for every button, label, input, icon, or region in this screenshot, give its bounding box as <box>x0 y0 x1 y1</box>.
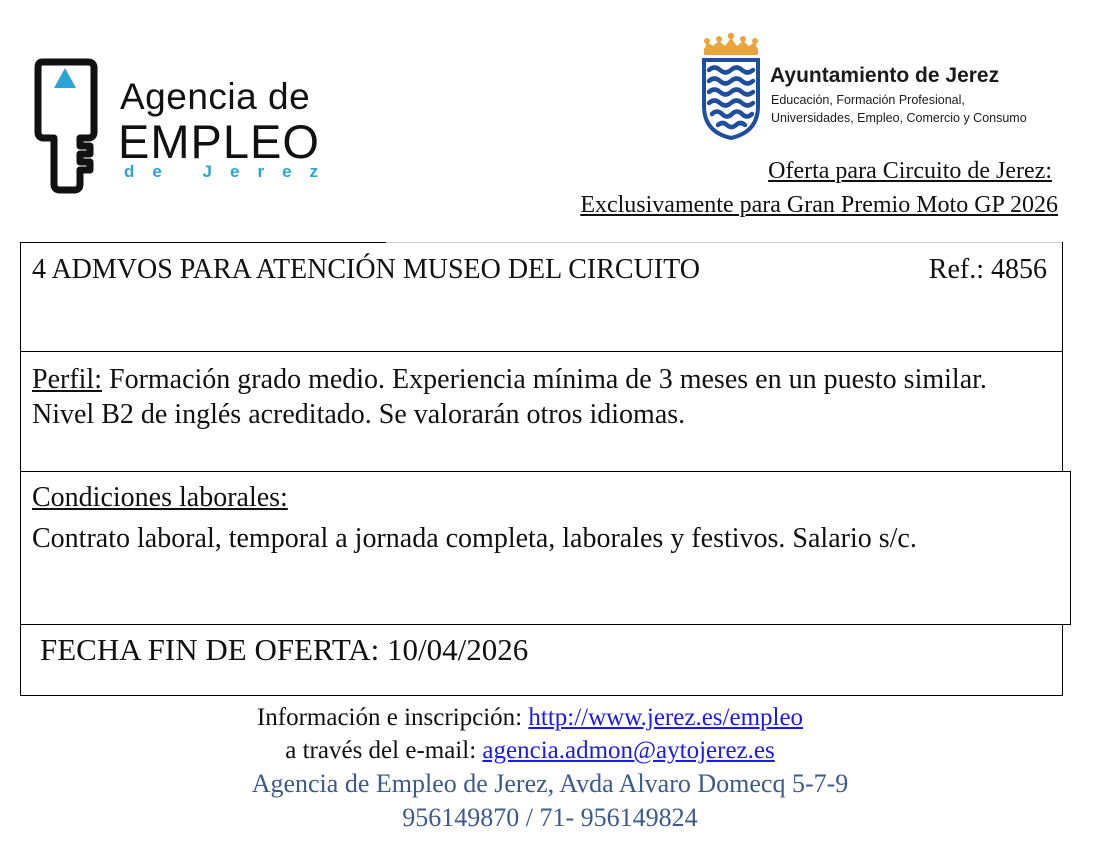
email-label: a través del e-mail: <box>285 737 483 764</box>
footer-phones: 956149870 / 71- 956149824 <box>402 803 698 832</box>
offer-heading-line-2: Exclusivamente para Gran Premio Moto GP 2026 <box>580 192 1058 218</box>
condiciones-text: Contrato laboral, temporal a jornada completa, laborales y festivos. Salario s/c. <box>32 523 917 554</box>
footer-email-line <box>0 737 1077 765</box>
condiciones-label: Condiciones laborales: <box>32 482 288 513</box>
ayuntamiento-title: Ayuntamiento de Jerez <box>770 64 1000 87</box>
ayuntamiento-subtitle-1: Educación, Formación Profesional, <box>771 93 965 107</box>
fecha-fin-oferta: FECHA FIN DE OFERTA: 10/04/2026 <box>40 632 529 667</box>
info-label: Información e inscripción: <box>256 704 529 731</box>
logo-line-empleo: EMPLEO <box>118 115 320 168</box>
job-title: 4 ADMVOS PARA ATENCIÓN MUSEO DEL CIRCUITO <box>32 254 700 285</box>
ayuntamiento-logo <box>700 32 1060 142</box>
key-icon <box>34 58 98 194</box>
perfil-label: Perfil: <box>32 364 102 395</box>
logo-line-de-jerez: de Jerez <box>124 162 337 181</box>
agencia-empleo-logo <box>34 58 374 198</box>
perfil-section <box>32 362 1042 432</box>
job-reference: Ref.: 4856 <box>928 254 1047 285</box>
ayuntamiento-subtitle-2: Universidades, Empleo, Comercio y Consumo <box>771 111 1027 125</box>
logo-line-agencia: Agencia de <box>120 76 311 117</box>
perfil-text: Formación grado medio. Experiencia mínima de 3 meses en un puesto similar. Nivel B2 de inglés acreditado. Se valorarán otros idiomas. <box>32 364 987 430</box>
footer-info-line <box>0 704 1077 732</box>
crown-shield-icon <box>700 32 762 140</box>
footer-address: Agencia de Empleo de Jerez, Avda Alvaro Domecq 5-7-9 <box>251 769 849 798</box>
offer-heading-line-1: Oferta para Circuito de Jerez: <box>768 158 1052 184</box>
email-link[interactable]: agencia.admon@aytojerez.es <box>482 737 775 764</box>
empleo-website-link[interactable]: http://www.jerez.es/empleo <box>528 704 804 731</box>
